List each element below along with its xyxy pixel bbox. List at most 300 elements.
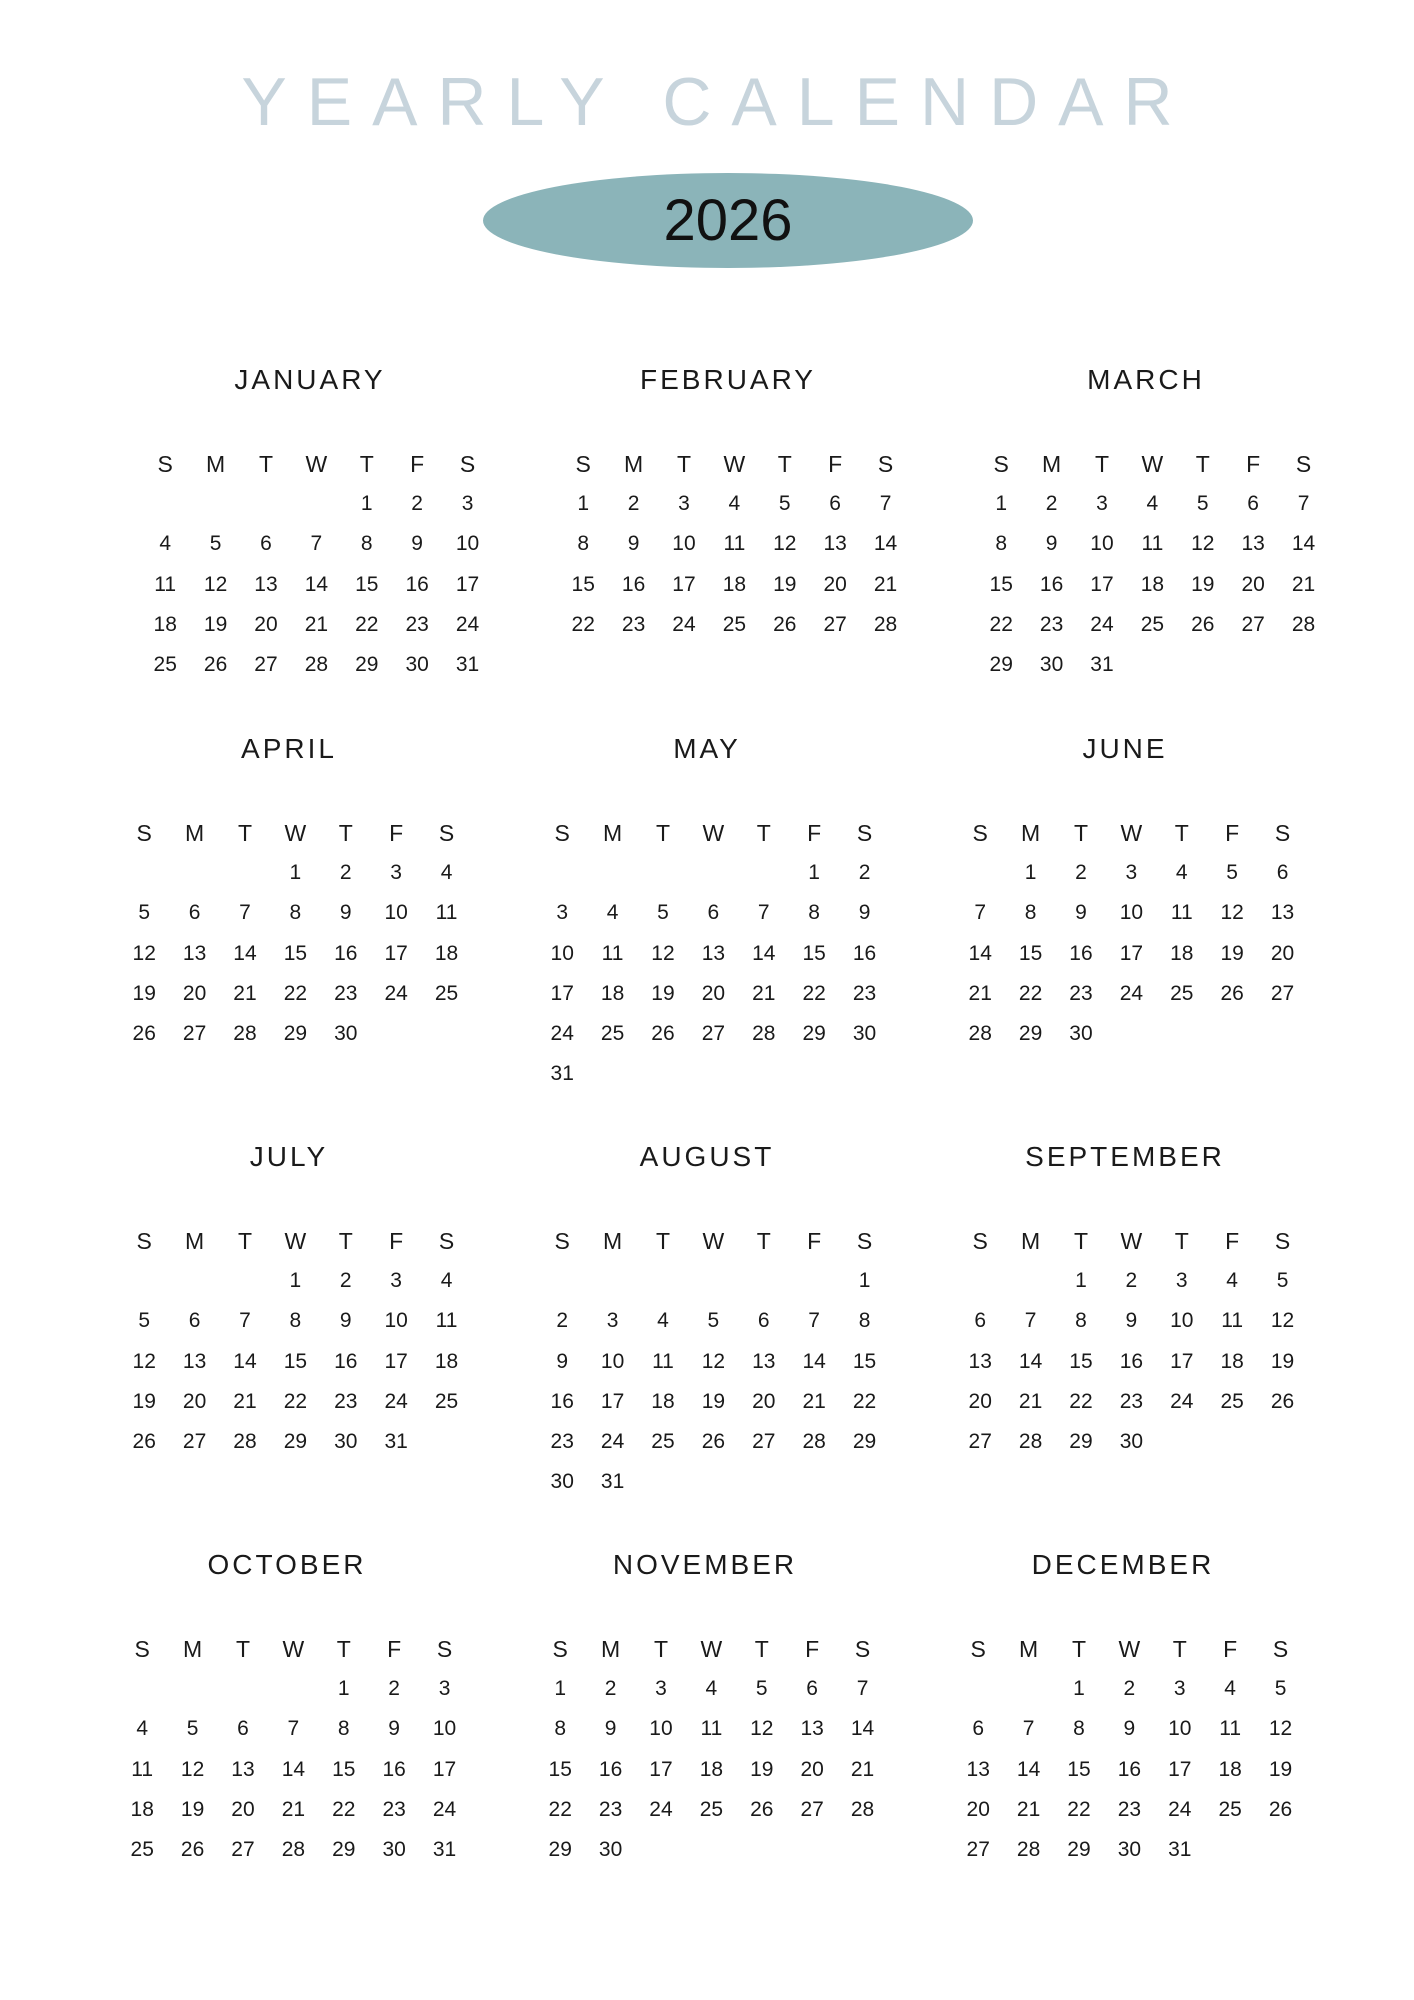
month-grid	[535, 1629, 875, 1870]
weekday-label: M	[185, 1228, 205, 1254]
day-cell: 18	[600, 981, 625, 1005]
month-grid	[537, 813, 877, 1094]
day-cell: 10	[384, 1309, 408, 1333]
day-cell: 24	[600, 1429, 625, 1453]
day-cell: 16	[1119, 1349, 1144, 1373]
day-cell: 18	[434, 941, 459, 965]
weekday-label: W	[1118, 1636, 1141, 1662]
day-cell: 15	[571, 572, 595, 596]
day-cell: 30	[334, 1429, 358, 1453]
day-cell: 5	[186, 1717, 199, 1741]
day-cell: 24	[1170, 1389, 1194, 1413]
day-cell: 9	[858, 901, 871, 925]
week-row	[537, 1014, 877, 1054]
day-cell: 26	[203, 652, 228, 676]
month-0	[140, 362, 480, 692]
day-cell	[1205, 1830, 1255, 1870]
day-cell: 10	[1119, 901, 1144, 925]
month-grid	[955, 1221, 1295, 1462]
week-row	[955, 974, 1295, 1014]
day-cell	[119, 1261, 169, 1301]
week-row	[119, 853, 459, 893]
day-cell: 3	[390, 1269, 402, 1293]
day-cell	[638, 1462, 688, 1502]
day-cell: 24	[1090, 612, 1114, 636]
month-grid	[976, 444, 1316, 685]
day-cell: 6	[260, 532, 272, 556]
weekday-label: W	[702, 820, 725, 846]
day-cell: 30	[1117, 1837, 1142, 1861]
day-cell	[537, 1261, 587, 1301]
day-cell: 27	[182, 1021, 207, 1045]
week-row	[537, 1382, 877, 1422]
weekday-label: S	[993, 451, 1009, 477]
weekday-label: T	[338, 1228, 353, 1254]
day-cell: 10	[384, 901, 408, 925]
day-cell: 21	[233, 981, 257, 1005]
month-8	[955, 1139, 1295, 1469]
day-cell: 20	[966, 1797, 990, 1821]
day-cell	[190, 484, 240, 524]
weekday-label: M	[183, 1636, 203, 1662]
day-cell: 21	[304, 612, 329, 636]
day-cell	[1257, 1422, 1307, 1462]
day-cell	[1005, 1261, 1055, 1301]
weekday-label: W	[702, 1228, 725, 1254]
day-cell: 7	[1022, 1717, 1035, 1741]
day-cell	[1257, 1014, 1307, 1054]
day-cell: 7	[1297, 492, 1310, 516]
day-cell: 30	[405, 652, 429, 676]
day-cell	[1178, 645, 1228, 685]
day-cell: 29	[283, 1429, 308, 1453]
week-row	[537, 1261, 877, 1301]
day-cell: 28	[1016, 1837, 1041, 1861]
day-cell	[1255, 1830, 1305, 1870]
day-cell: 28	[233, 1429, 257, 1453]
weekday-header-row	[976, 444, 1316, 484]
week-row	[537, 1301, 877, 1341]
day-cell: 17	[1119, 941, 1144, 965]
day-cell	[268, 1669, 318, 1709]
day-cell: 31	[384, 1429, 408, 1453]
weekday-label: S	[877, 451, 894, 477]
month-2	[976, 362, 1316, 692]
day-cell: 6	[188, 1309, 201, 1333]
week-row	[955, 934, 1295, 974]
day-cell: 15	[283, 1349, 308, 1373]
day-cell: 7	[310, 532, 323, 556]
day-cell: 19	[701, 1389, 726, 1413]
weekday-label: F	[1225, 820, 1240, 846]
weekday-label: S	[575, 451, 591, 477]
weekday-label: S	[856, 1228, 873, 1254]
day-cell: 11	[601, 941, 624, 965]
day-cell	[638, 1054, 688, 1094]
day-cell: 28	[281, 1837, 306, 1861]
day-cell: 18	[722, 572, 747, 596]
day-cell: 3	[1173, 1677, 1186, 1701]
day-cell: 18	[1218, 1757, 1242, 1781]
day-cell: 15	[1018, 941, 1043, 965]
weekday-label: T	[655, 820, 670, 846]
week-row	[976, 605, 1316, 645]
day-cell: 28	[752, 1021, 776, 1045]
day-cell: 26	[1191, 612, 1215, 636]
day-cell: 19	[651, 981, 675, 1005]
day-cell: 30	[852, 1021, 877, 1045]
weekday-header-row	[119, 813, 459, 853]
day-cell	[839, 1054, 889, 1094]
month-name: MARCH	[1087, 364, 1205, 395]
day-cell	[953, 1669, 1003, 1709]
day-cell: 9	[1125, 1309, 1138, 1333]
week-row	[537, 1342, 877, 1382]
day-cell: 4	[1224, 1677, 1236, 1701]
day-cell: 1	[554, 1677, 567, 1701]
month-6	[119, 1139, 459, 1469]
week-row	[119, 1014, 459, 1054]
day-cell: 8	[577, 532, 590, 556]
day-cell: 25	[1220, 1389, 1244, 1413]
month-name: JUNE	[1082, 733, 1168, 764]
day-cell: 4	[728, 492, 741, 516]
day-cell: 24	[1168, 1797, 1192, 1821]
day-cell	[789, 1261, 839, 1301]
week-row	[955, 1382, 1295, 1422]
day-cell: 23	[334, 1389, 358, 1413]
day-cell: 7	[757, 901, 770, 925]
day-cell: 19	[180, 1797, 205, 1821]
day-cell: 30	[550, 1470, 574, 1494]
day-cell: 31	[455, 652, 480, 676]
day-cell: 21	[1016, 1797, 1041, 1821]
day-cell: 14	[752, 941, 776, 965]
day-cell: 3	[390, 861, 402, 885]
day-cell: 21	[873, 572, 898, 596]
weekday-label: S	[1274, 1228, 1291, 1254]
day-cell: 9	[1075, 901, 1087, 925]
day-cell: 7	[879, 492, 892, 516]
day-cell: 14	[968, 941, 992, 965]
day-cell: 10	[672, 532, 696, 556]
day-cell: 12	[750, 1717, 774, 1741]
day-cell: 15	[355, 572, 379, 596]
day-cell: 20	[823, 572, 847, 596]
month-grid	[140, 444, 480, 685]
weekday-header-row	[537, 813, 877, 853]
day-cell: 26	[132, 1021, 156, 1045]
day-cell: 11	[652, 1349, 674, 1373]
day-cell: 2	[411, 492, 423, 516]
day-cell: 21	[968, 981, 992, 1005]
day-cell: 22	[283, 981, 308, 1005]
day-cell: 13	[800, 1717, 824, 1741]
day-cell: 10	[1170, 1309, 1194, 1333]
day-cell: 7	[239, 1309, 251, 1333]
day-cell	[1106, 1014, 1156, 1054]
weekday-label: S	[554, 820, 570, 846]
day-cell	[955, 1261, 1005, 1301]
page-title: YEARLY CALENDAR	[241, 64, 1193, 140]
weekday-label: T	[237, 1228, 252, 1254]
day-cell	[1278, 645, 1328, 685]
day-cell: 13	[966, 1757, 990, 1781]
week-row	[117, 1669, 457, 1709]
day-cell: 6	[972, 1717, 985, 1741]
week-row	[537, 853, 877, 893]
day-cell	[839, 1462, 889, 1502]
day-cell: 3	[1175, 1269, 1188, 1293]
day-cell: 5	[209, 532, 222, 556]
week-row	[558, 565, 898, 605]
day-cell: 3	[606, 1309, 619, 1333]
weekday-label: T	[258, 451, 273, 477]
weekday-label: W	[284, 820, 307, 846]
day-cell: 8	[995, 532, 1008, 556]
day-cell: 7	[808, 1309, 820, 1333]
week-row	[535, 1830, 875, 1870]
month-name: FEBRUARY	[640, 364, 816, 395]
day-cell: 31	[600, 1470, 625, 1494]
day-cell: 16	[334, 941, 358, 965]
day-cell: 29	[355, 652, 379, 676]
day-cell: 15	[1067, 1757, 1091, 1781]
weekday-label: T	[1172, 1636, 1187, 1662]
weekday-label: T	[237, 820, 252, 846]
day-cell: 24	[384, 981, 408, 1005]
day-cell: 25	[1170, 981, 1194, 1005]
day-cell: 11	[1170, 901, 1193, 925]
day-cell: 13	[1241, 532, 1265, 556]
day-cell: 16	[621, 572, 646, 596]
week-row	[117, 1709, 457, 1749]
day-cell: 25	[651, 1429, 675, 1453]
day-cell: 28	[850, 1797, 875, 1821]
day-cell	[1207, 1014, 1257, 1054]
day-cell: 25	[130, 1837, 154, 1861]
day-cell: 3	[438, 1677, 451, 1701]
weekday-label: S	[972, 820, 988, 846]
week-row	[119, 934, 459, 974]
day-cell: 29	[852, 1429, 877, 1453]
day-cell: 13	[701, 941, 726, 965]
weekday-label: W	[700, 1636, 723, 1662]
weekday-label: W	[282, 1636, 305, 1662]
day-cell: 4	[1226, 1269, 1238, 1293]
day-cell: 25	[1218, 1797, 1242, 1821]
day-cell	[688, 1054, 738, 1094]
week-row	[976, 645, 1316, 685]
day-cell: 20	[182, 981, 207, 1005]
month-name: APRIL	[241, 733, 337, 764]
weekday-header-row	[117, 1629, 457, 1669]
day-cell: 23	[852, 981, 877, 1005]
week-row	[140, 645, 480, 685]
weekday-label: M	[603, 1228, 623, 1254]
weekday-label: M	[1021, 1228, 1041, 1254]
day-cell: 10	[649, 1717, 673, 1741]
day-cell: 17	[1168, 1757, 1192, 1781]
day-cell: 12	[1220, 901, 1244, 925]
day-cell: 21	[752, 981, 776, 1005]
day-cell: 26	[180, 1837, 205, 1861]
day-cell: 14	[233, 941, 257, 965]
day-cell: 1	[1073, 1677, 1085, 1701]
weekday-header-row	[119, 1221, 459, 1261]
day-cell: 16	[1069, 941, 1093, 965]
day-cell: 17	[649, 1757, 673, 1781]
month-grid	[117, 1629, 457, 1870]
day-cell: 29	[548, 1837, 572, 1861]
weekday-label: T	[336, 1636, 351, 1662]
day-cell: 4	[606, 901, 619, 925]
day-cell: 6	[188, 901, 201, 925]
day-cell: 27	[968, 1429, 992, 1453]
day-cell: 23	[1119, 1389, 1144, 1413]
day-cell: 2	[388, 1677, 400, 1701]
day-cell: 4	[136, 1717, 149, 1741]
month-7	[537, 1139, 877, 1494]
day-cell: 26	[1220, 981, 1244, 1005]
week-row	[955, 1014, 1295, 1054]
day-cell: 7	[856, 1677, 869, 1701]
day-cell: 1	[1024, 861, 1037, 885]
weekday-label: T	[359, 451, 374, 477]
month-name: AUGUST	[639, 1141, 775, 1172]
day-cell: 3	[678, 492, 690, 516]
weekday-label: T	[1071, 1636, 1086, 1662]
day-cell: 8	[289, 901, 302, 925]
day-cell: 27	[1270, 981, 1295, 1005]
day-cell: 4	[159, 532, 172, 556]
day-cell	[371, 1014, 421, 1054]
day-cell: 15	[1069, 1349, 1093, 1373]
week-row	[119, 974, 459, 1014]
day-cell: 14	[873, 532, 898, 556]
day-cell: 18	[153, 612, 177, 636]
day-cell: 22	[571, 612, 595, 636]
week-row	[140, 605, 480, 645]
day-cell: 19	[1191, 572, 1215, 596]
month-name: OCTOBER	[207, 1549, 367, 1580]
day-cell: 15	[802, 941, 826, 965]
weekday-label: M	[603, 820, 623, 846]
day-cell: 20	[254, 612, 278, 636]
day-cell: 22	[852, 1389, 877, 1413]
day-cell: 24	[384, 1389, 408, 1413]
day-cell: 7	[287, 1717, 300, 1741]
day-cell: 24	[550, 1021, 574, 1045]
day-cell: 8	[554, 1717, 567, 1741]
weekday-label: M	[1021, 820, 1041, 846]
day-cell: 13	[182, 941, 207, 965]
day-cell: 29	[1067, 1837, 1091, 1861]
day-cell: 24	[1119, 981, 1144, 1005]
day-cell: 1	[337, 1677, 350, 1701]
day-cell: 30	[1039, 652, 1064, 676]
day-cell	[1157, 1422, 1207, 1462]
day-cell: 8	[289, 1309, 302, 1333]
weekday-header-row	[955, 813, 1295, 853]
day-cell: 2	[339, 861, 352, 885]
day-cell: 12	[203, 572, 228, 596]
day-cell: 14	[802, 1349, 826, 1373]
day-cell: 17	[1170, 1349, 1194, 1373]
day-cell: 15	[989, 572, 1013, 596]
day-cell: 2	[1123, 1677, 1136, 1701]
weekday-label: T	[756, 820, 771, 846]
day-cell: 28	[873, 612, 898, 636]
day-cell: 5	[755, 1677, 768, 1701]
day-cell	[167, 1669, 217, 1709]
month-grid	[119, 813, 459, 1054]
day-cell: 20	[1241, 572, 1265, 596]
day-cell: 23	[382, 1797, 406, 1821]
week-row	[955, 853, 1295, 893]
day-cell: 29	[332, 1837, 356, 1861]
weekday-label: S	[438, 1228, 455, 1254]
weekday-label: T	[1073, 1228, 1088, 1254]
day-cell	[220, 1261, 270, 1301]
month-1	[558, 362, 898, 692]
day-cell: 14	[1018, 1349, 1043, 1373]
day-cell: 6	[974, 1309, 987, 1333]
day-cell: 17	[384, 941, 408, 965]
week-row	[953, 1750, 1293, 1790]
week-row	[976, 565, 1316, 605]
day-cell: 15	[332, 1757, 356, 1781]
day-cell	[587, 853, 637, 893]
day-cell: 21	[233, 1389, 257, 1413]
month-4	[537, 731, 877, 1086]
day-cell: 2	[339, 1269, 352, 1293]
day-cell	[739, 1462, 789, 1502]
day-cell: 16	[405, 572, 429, 596]
weekday-label: T	[1073, 820, 1088, 846]
day-cell: 12	[773, 532, 797, 556]
day-cell: 13	[1270, 901, 1295, 925]
week-row	[558, 524, 898, 564]
day-cell: 19	[773, 572, 797, 596]
day-cell: 29	[1069, 1429, 1093, 1453]
day-cell: 9	[411, 532, 423, 556]
day-cell	[241, 484, 291, 524]
day-cell: 20	[231, 1797, 255, 1821]
weekday-label: T	[754, 1636, 769, 1662]
day-cell: 14	[304, 572, 329, 596]
day-cell: 31	[1168, 1837, 1192, 1861]
day-cell: 21	[1291, 572, 1316, 596]
day-cell: 24	[432, 1797, 457, 1821]
day-cell	[789, 1462, 839, 1502]
day-cell: 15	[283, 941, 308, 965]
day-cell: 29	[989, 652, 1013, 676]
day-cell: 22	[355, 612, 379, 636]
day-cell: 23	[405, 612, 429, 636]
day-cell: 14	[850, 1717, 875, 1741]
month-name: NOVEMBER	[612, 1549, 798, 1580]
day-cell: 28	[1018, 1429, 1043, 1453]
weekday-label: M	[206, 451, 226, 477]
day-cell: 12	[651, 941, 675, 965]
day-cell: 8	[1075, 1309, 1087, 1333]
week-row	[953, 1790, 1293, 1830]
day-cell: 5	[657, 901, 669, 925]
day-cell: 21	[1018, 1389, 1043, 1413]
day-cell: 24	[455, 612, 480, 636]
day-cell: 8	[360, 532, 373, 556]
